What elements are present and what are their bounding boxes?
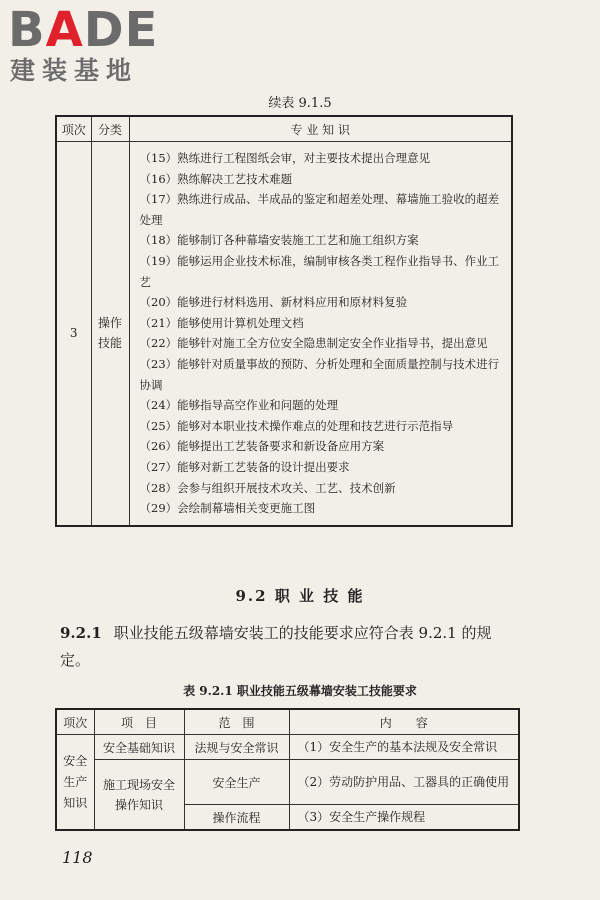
table-row [56, 735, 519, 760]
page-number: 118 [62, 848, 93, 867]
knowledge-item: （25）能够对本职业技术操作难点的处理和技艺进行示范指导 [139, 418, 454, 433]
knowledge-item: （29）会绘制幕墙相关变更施工图 [139, 501, 316, 516]
range-cell: 法规与安全常识 [184, 735, 289, 760]
knowledge-item: （19）能够运用企业技术标准，编制审核各类工程作业指导书、作业工艺 [139, 253, 500, 289]
range-cell: 安全生产 [184, 760, 289, 805]
knowledge-item: （21）能够使用计算机处理文档 [139, 315, 304, 330]
table1-caption: 续表 9.1.5 [268, 96, 332, 111]
knowledge-item: （16）熟练解决工艺技术难题 [139, 171, 293, 186]
content-cell: （2）劳动防护用品、工器具的正确使用 [289, 760, 519, 805]
col-header-category: 分类 [91, 116, 129, 142]
knowledge-item: （15）熟练进行工程图纸会审，对主要技术提出合理意见 [139, 151, 431, 165]
knowledge-item: （17）熟练进行成品、半成品的鉴定和超差处理、幕墙施工验收的超差处理 [139, 192, 500, 227]
publisher-logo [8, 4, 158, 86]
knowledge-item: （28）会参与组织开展技术攻关、工艺、技术创新 [139, 480, 396, 495]
knowledge-item: （24）能够指导高空作业和问题的处理 [139, 398, 339, 413]
knowledge-item: （18）能够制订各种幕墙安装施工工艺和施工组织方案 [139, 233, 419, 248]
knowledge-item: （23）能够针对质量事故的预防、分析处理和全面质量控制与技术进行协调 [139, 356, 500, 392]
col-header-knowledge: 专 业 知 识 [129, 116, 512, 142]
logo-brand: BADE [8, 2, 159, 58]
table1-header-row [56, 116, 512, 142]
col-header-index: 项次 [56, 116, 91, 142]
range-cell: 操作流程 [184, 805, 289, 831]
col-header-project: 项 目 [94, 709, 184, 735]
col-header-range: 范 围 [184, 709, 289, 735]
section-title: 9.2 职 业 技 能 [235, 587, 365, 605]
project-cell: 安全基础知识 [94, 735, 184, 760]
content-cell: （1）安全生产的基本法规及安全常识 [289, 735, 519, 760]
table1-row [56, 142, 512, 526]
table2-caption: 表 9.2.1 职业技能五级幕墙安装工技能要求 [183, 684, 417, 698]
knowledge-item: （27）能够对新工艺装备的设计提出要求 [139, 459, 350, 474]
skills-requirement-table [55, 708, 520, 831]
col-header-content: 内 容 [289, 709, 519, 735]
knowledge-item: （20）能够进行材料选用、新材料应用和原材料复验 [139, 295, 408, 310]
col-header-index: 项次 [56, 709, 94, 735]
table2-header-row [56, 709, 519, 735]
table-row [56, 760, 519, 805]
row-category: 操作 技能 [91, 142, 129, 526]
clause-paragraph [60, 620, 520, 674]
clause-number: 9.2.1 [60, 624, 102, 642]
skills-table-continued [55, 115, 513, 527]
knowledge-list [129, 142, 512, 526]
knowledge-item: （22）能够针对施工全方位安全隐患制定安全作业指导书，提出意见 [139, 336, 488, 351]
logo-subtitle: 建装基地 [10, 56, 139, 85]
group-safety-knowledge: 安全 生产 知识 [56, 735, 94, 831]
knowledge-item: （26）能够提出工艺装备要求和新设备应用方案 [139, 439, 385, 454]
content-cell: （3）安全生产操作规程 [289, 805, 519, 831]
clause-text: 职业技能五级幕墙安装工的技能要求应符合表 9.2.1 的规定。 [60, 624, 492, 669]
row-index: 3 [56, 142, 91, 526]
project-cell: 施工现场安全 操作知识 [94, 760, 184, 831]
